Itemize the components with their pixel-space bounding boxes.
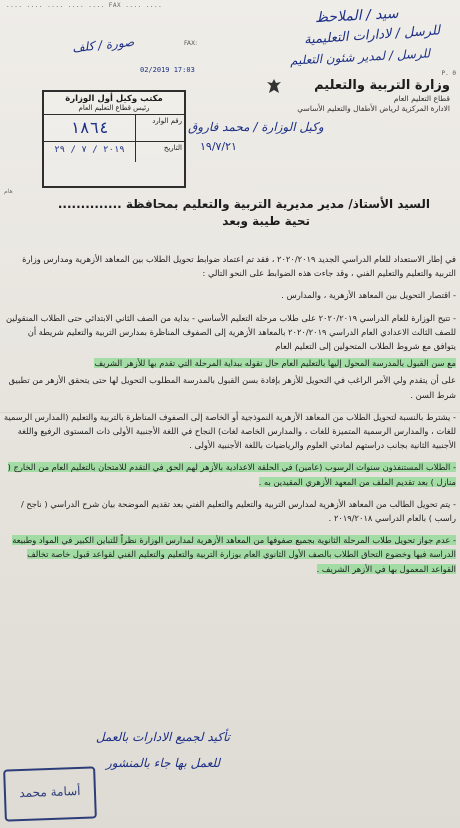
body-item-1: - اقتصار التحويل بين المعاهد الأزهرية ، والمدارس . [281, 290, 456, 301]
eagle-emblem-icon [266, 78, 282, 96]
ministry-name: وزارة التربية والتعليم [314, 78, 450, 93]
body-item-6-wrap [4, 533, 456, 576]
body-item-2b-wrap [4, 356, 456, 370]
document-body [4, 252, 456, 579]
stamp-subtitle: رئيس قطاع التعليم العام [44, 104, 184, 115]
stamp-number-label: رقم الوارد [135, 115, 184, 141]
incoming-stamp [42, 90, 186, 188]
body-intro: في إطار الاستعداد للعام الدراسي الجديد ٢٠٢٠/٢٠١٩ ، فقد تم اعتماد ضوابط تحويل الطلاب بين المعاهد الأزهرية ومدارس وزارة التربية والتعليم والتعليم الفني ، وقد جاءت هذه الضوابط على النحو التالي : [22, 254, 456, 279]
stamp-number-value: ١٨٦٤ [70, 118, 109, 137]
handwritten-signature: وكيل الوزارة / محمد فاروق [188, 120, 324, 134]
body-item-5: - يتم تحويل الطالب من المعاهد الأزهرية لمدارس التربية والتعليم والتعليم الفني بعد تقديم الموضحة بيان شرح الدراسي ( ناجح / راسب ) بالعام الدراسي ٢٠١٩/٢٠١٨ . [20, 498, 456, 524]
page-number: P. 0 [441, 70, 456, 77]
department-name: الادارة المركزية لرياض الأطفال والتعليم الأساسي [297, 104, 450, 113]
body-item-4-wrap [4, 460, 456, 488]
handwritten-note-3: للرسل / لمدير شئون التعليم [289, 46, 431, 68]
stamp-date-label: التاريخ [135, 142, 184, 162]
handwritten-copy-note: صورة / كلف [71, 34, 135, 56]
handwritten-note-1: سيد / الملاحظ [314, 5, 399, 27]
signature-stamp: أسامة محمد [3, 766, 97, 821]
fax-label: FAX: [184, 40, 198, 47]
addressee-line: السيد الأستاذ/ مدير مديرية التربية والتعليم بمحافظة .............. [57, 197, 430, 211]
fax-date-stamp: 02/2019 17:03 [140, 66, 195, 74]
body-item-2b-highlight: مع سن القبول بالمدرسة المحول إليها بالتعليم العام حال تقوله ببداية المرحلة التي تقدم بها للأزهر الشريف [94, 358, 456, 369]
body-item-2c: على أن يتقدم ولي الأمر الراغب في التحويل للأزهر بإفادة بسن القبول بالمدرسة المطلوب التحويل لها حتى يتحقق الأزهر من تطبيق شرط السن . [8, 375, 456, 400]
body-item-2a: - تتيح الوزارة للعام الدراسي ٢٠٢٠/٢٠١٩ على طلاب مرحلة التعليم الأساسي - بداية من الصف الثاني الابتدائي حتى الطلاب المنقولين للصف الثالث الاعدادي العام الدراسي ٢٠٢٠/٢٠١٩ بالمعاهد الأزهرية إلى الصفوف المناظرة بمدارس التربية والتعليم شريطة أن يتوافق مع شروط الطلاب المتحولين إلى التعليم العام [6, 312, 456, 352]
stamp-title: مكتب وكيل أول الوزارة [65, 94, 163, 104]
greeting-line: تحية طيبة وبعد [222, 214, 310, 228]
body-item-6-highlight: - عدم جواز تحويل طلاب المرحلة الثانوية بجميع صفوفها من المعاهد الأزهرية لمدارس الوزارة نظراً للتباين الكبير في المواد وطبيعة الدراسة فيها وخضوع التحاق الطلاب بالصف الأول الثانوي العام بوزارة التربية والتعليم والتعليم الفني لقواعد قبول خاصة تخالف القواعد المعمول بها في الأزهر الشريف . [12, 535, 456, 574]
paper-fold [0, 412, 460, 413]
side-note: هام [4, 188, 13, 195]
stamp-row-number [44, 115, 184, 142]
ministry-header [260, 78, 450, 114]
fax-transmission-header: .... .... .... .... .... FAX .... .... [6, 2, 163, 9]
body-item-3: - يشترط بالنسبة لتحويل الطلاب من المعاهد الأزهرية النموذجية أو الخاصة إلى الصفوف المناظرة بالتربية والتعليم (المدارس الرسمية للغات ، والمدارس الرسمية المتميزة للغات ، والمدارس الخاصة لغات) النجاح في اللغة الأجنبية الأولى ذات المستوى الرفيع واللغة الأجنبية الثانية بجانب دراستهم لمادتي العلوم والرياضيات باللغة الأجنبية الأولى . [4, 411, 456, 451]
sector-name: قطاع التعليم العام [393, 94, 450, 103]
signature-date: ١٩/٧/٢١ [200, 140, 237, 153]
handwritten-closing-note: تأكيد لجميع الادارات بالعمل [95, 730, 230, 744]
handwritten-closing-note-2: للعمل بها جاء بالمنشور [105, 756, 220, 770]
body-item-4-highlight: - الطلاب المستنفذون سنوات الرسوب (عامين) في الحلقة الاعدادية بالأزهر لهم الحق في التقدم للامتحان بالتعليم العام من الخارج ( منازل ) بعد تقديم الملف من المعهد الأزهري المقيدين به . [7, 462, 456, 487]
handwritten-note-2: للرسل / لادارات التعليمية [303, 23, 441, 48]
stamp-row-date [44, 142, 184, 162]
stamp-date-value: ٢٠١٩ / ٧ / ٢٩ [54, 145, 125, 155]
